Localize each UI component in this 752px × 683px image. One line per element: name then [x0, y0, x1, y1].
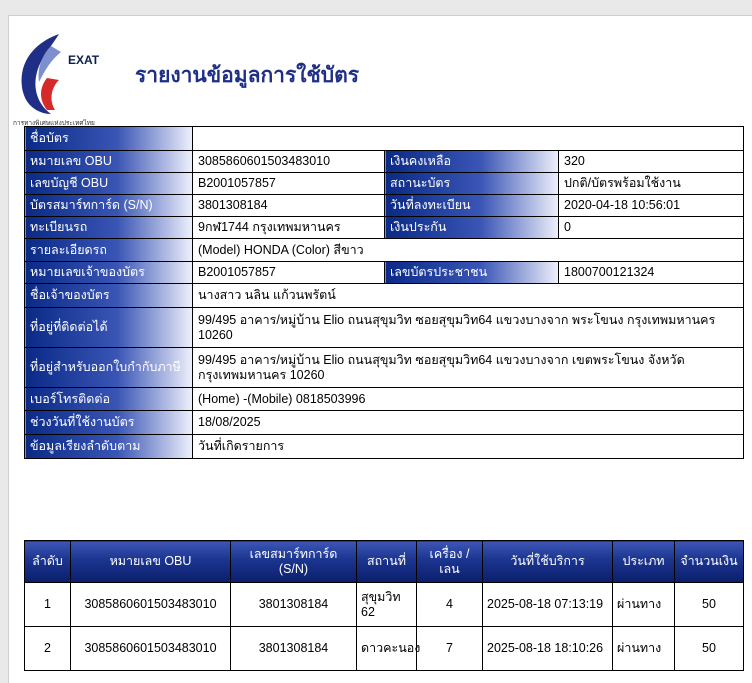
row-owner-number [25, 262, 744, 284]
sort-value: วันที่เกิดรายการ [193, 435, 744, 459]
row-phone [25, 388, 744, 411]
id-card-value: 1800700121324 [559, 262, 744, 284]
card-info-table [24, 126, 744, 459]
phone-label: เบอร์โทรติดต่อ [25, 388, 193, 411]
phone-value: (Home) -(Mobile) 0818503996 [193, 388, 744, 411]
row-smartcard [25, 195, 744, 217]
logo-subtitle: การทางพิเศษแห่งประเทศไทย [13, 119, 95, 127]
report-title: รายงานข้อมูลการใช้บัตร [135, 63, 359, 87]
owner-name-label: ชื่อเจ้าของบัตร [25, 284, 193, 308]
row-vehicle-detail [25, 239, 744, 262]
row-obu [25, 151, 744, 173]
transactions-header-row [25, 541, 744, 583]
row-account [25, 173, 744, 195]
vehicle-reg-value: 9กฬ1744 กรุงเทพมหานคร [193, 217, 385, 239]
logo-text: EXAT [68, 53, 100, 67]
card-status-label: สถานะบัตร [385, 173, 559, 195]
row-type: ผ่านทาง [613, 627, 675, 671]
row-location: ดาวคะนอง [357, 627, 417, 671]
row-location: สุขุมวิท 62 [357, 583, 417, 627]
row-usage-period [25, 411, 744, 435]
vehicle-detail-label: รายละเอียดรถ [25, 239, 193, 262]
owner-number-label: หมายเลขเจ้าของบัตร [25, 262, 193, 284]
card-name-label: ชื่อบัตร [25, 127, 193, 151]
row-smartcard: 3801308184 [231, 583, 357, 627]
balance-label: เงินคงเหลือ [385, 151, 559, 173]
exat-logo [11, 26, 121, 127]
id-card-label: เลขบัตรประชาชน [385, 262, 559, 284]
row-amount: 50 [675, 583, 744, 627]
row-contact-address [25, 308, 744, 348]
row-card-name [25, 127, 744, 151]
row-datetime: 2025-08-18 07:13:19 [483, 583, 613, 627]
col-header-seq: ลำดับ [25, 541, 71, 583]
row-type: ผ่านทาง [613, 583, 675, 627]
sort-label: ข้อมูลเรียงลำดับตาม [25, 435, 193, 459]
row-sort [25, 435, 744, 459]
col-header-lane: เครื่อง /เลน [417, 541, 483, 583]
deposit-value: 0 [559, 217, 744, 239]
owner-name-value: นางสาว นลิน แก้วนพรัตน์ [193, 284, 744, 308]
obu-account-label: เลขบัญชี OBU [25, 173, 193, 195]
row-owner-name [25, 284, 744, 308]
deposit-label: เงินประกัน [385, 217, 559, 239]
row-lane: 4 [417, 583, 483, 627]
col-header-smartcard: เลขสมาร์ทการ์ด (S/N) [231, 541, 357, 583]
col-header-type: ประเภท [613, 541, 675, 583]
row-seq: 2 [25, 627, 71, 671]
row-obu: 3085860601503483010 [71, 583, 231, 627]
transactions-table [24, 540, 744, 671]
row-lane: 7 [417, 627, 483, 671]
row-amount: 50 [675, 627, 744, 671]
usage-period-value: 18/08/2025 [193, 411, 744, 435]
register-date-value: 2020-04-18 10:56:01 [559, 195, 744, 217]
owner-number-value: B2001057857 [193, 262, 385, 284]
col-header-location: สถานที่ [357, 541, 417, 583]
col-header-amount: จำนวนเงิน [675, 541, 744, 583]
tax-address-value: 99/495 อาคาร/หมู่บ้าน Elio ถนนสุขุมวิท ซอยสุขุมวิท64 แขวงบางจาก เขตพระโขนง จังหวัดกรุงเทพมหานคร 10260 [193, 348, 744, 388]
card-name-value [193, 127, 744, 151]
col-header-obu: หมายเลข OBU [71, 541, 231, 583]
row-tax-address [25, 348, 744, 388]
table-row [25, 583, 744, 627]
smartcard-label: บัตรสมาร์ทการ์ด (S/N) [25, 195, 193, 217]
card-status-value: ปกติ/บัตรพร้อมใช้งาน [559, 173, 744, 195]
exat-swoosh-icon [11, 26, 121, 116]
register-date-label: วันที่ลงทะเบียน [385, 195, 559, 217]
contact-address-value: 99/495 อาคาร/หมู่บ้าน Elio ถนนสุขุมวิท ซอยสุขุมวิท64 แขวงบางจาก พระโขนง กรุงเทพมหานคร 10260 [193, 308, 744, 348]
contact-address-label: ที่อยู่ที่ติดต่อได้ [25, 308, 193, 348]
vehicle-reg-label: ทะเบียนรถ [25, 217, 193, 239]
smartcard-value: 3801308184 [193, 195, 385, 217]
row-obu: 3085860601503483010 [71, 627, 231, 671]
row-seq: 1 [25, 583, 71, 627]
row-smartcard: 3801308184 [231, 627, 357, 671]
tax-address-label: ที่อยู่สำหรับออกใบกำกับภาษี [25, 348, 193, 388]
row-vehicle [25, 217, 744, 239]
report-page [8, 15, 752, 683]
col-header-datetime: วันที่ใช้บริการ [483, 541, 613, 583]
usage-period-label: ช่วงวันที่ใช้งานบัตร [25, 411, 193, 435]
obu-number-value: 3085860601503483010 [193, 151, 385, 173]
vehicle-detail-value: (Model) HONDA (Color) สีขาว [193, 239, 744, 262]
obu-number-label: หมายเลข OBU [25, 151, 193, 173]
obu-account-value: B2001057857 [193, 173, 385, 195]
table-row [25, 627, 744, 671]
balance-value: 320 [559, 151, 744, 173]
row-datetime: 2025-08-18 18:10:26 [483, 627, 613, 671]
